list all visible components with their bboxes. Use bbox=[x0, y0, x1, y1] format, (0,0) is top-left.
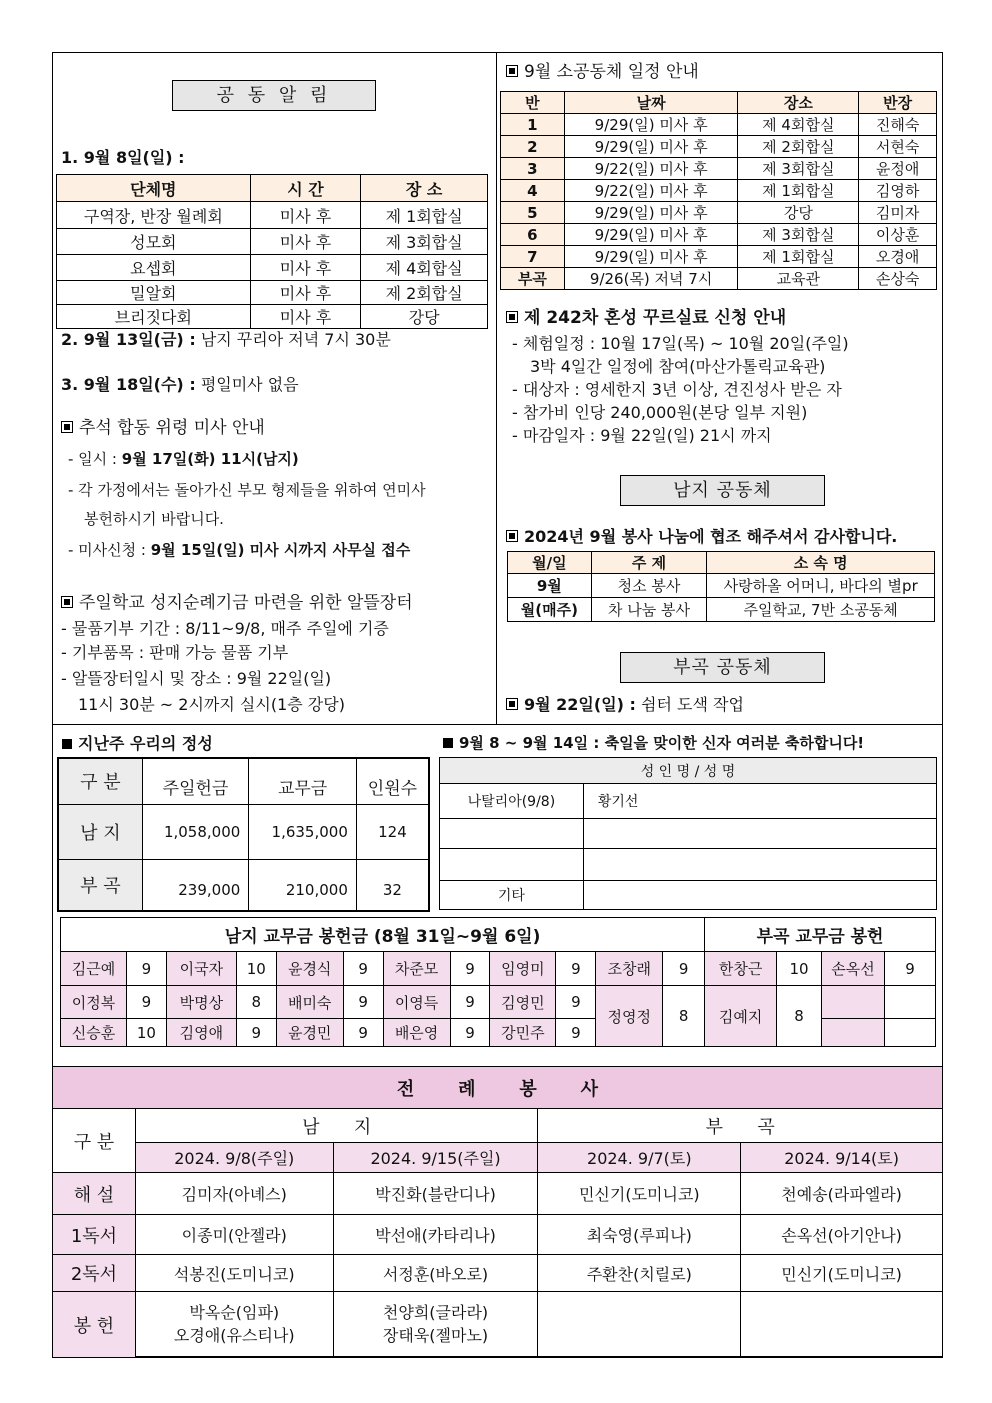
table-row bbox=[501, 136, 937, 158]
chuseok-line3: 봉헌하시기 바랍니다. bbox=[84, 510, 224, 528]
service-group: 주일학교, 7반 소공동체 bbox=[707, 598, 935, 622]
donor-count: 9 bbox=[343, 986, 383, 1019]
leader: 이상훈 bbox=[859, 224, 937, 246]
liturgy-person: 최숙영(루피나) bbox=[538, 1215, 741, 1255]
service-header: 월/일 bbox=[508, 552, 592, 574]
table-row bbox=[508, 598, 935, 622]
liturgy-role: 2독서 bbox=[53, 1255, 136, 1292]
leader: 김미자 bbox=[859, 202, 937, 224]
place: 강당 bbox=[738, 202, 859, 224]
service-table bbox=[507, 551, 935, 622]
donor-count: 9 bbox=[450, 1019, 490, 1047]
liturgy-person: 서정훈(바오로) bbox=[333, 1255, 538, 1292]
bugok-item-text: 쉼터 도색 작업 bbox=[641, 695, 744, 714]
chuseok-line1 bbox=[68, 450, 299, 468]
square-bullet-icon bbox=[506, 65, 518, 77]
offering-sunday: 239,000 bbox=[142, 859, 249, 911]
liturgy-person: 장태욱(젤마노) bbox=[382, 1325, 489, 1345]
donor-name: 박명상 bbox=[166, 986, 236, 1019]
liturgy-role: 1독서 bbox=[53, 1215, 136, 1255]
chuseok-title-text: 추석 합동 위령 미사 안내 bbox=[79, 418, 265, 438]
liturgy-namji: 남 지 bbox=[135, 1109, 538, 1143]
donor-count: 9 bbox=[450, 986, 490, 1019]
item1-heading: 1. 9월 8일(일) : bbox=[61, 148, 185, 167]
market-line: 11시 30분 ~ 2시까지 실시(1층 강당) bbox=[78, 695, 345, 714]
meeting-time: 미사 후 bbox=[250, 229, 361, 255]
table-row bbox=[58, 859, 429, 911]
donor-count: 9 bbox=[343, 952, 383, 986]
small-comm-table bbox=[500, 91, 937, 290]
feast-person bbox=[583, 819, 936, 849]
date: 9/29(일) 미사 후 bbox=[564, 114, 738, 136]
table-row bbox=[501, 158, 937, 180]
offering-header: 인원수 bbox=[356, 758, 429, 804]
dues-bugok-title: 부곡 교무금 봉헌 bbox=[705, 918, 936, 952]
leader: 손상숙 bbox=[859, 268, 937, 290]
feast-title-text: 축일을 맞이한 신자 여러분 축하합니다! bbox=[604, 734, 865, 752]
liturgy-person: 박옥순(임파) bbox=[189, 1303, 280, 1323]
table-row bbox=[57, 305, 488, 329]
donor-count: 10 bbox=[236, 952, 276, 986]
liturgy-person: 석봉진(도미니코) bbox=[135, 1255, 333, 1292]
offering-title bbox=[62, 734, 213, 753]
service-header: 소 속 명 bbox=[707, 552, 935, 574]
square-bullet-icon bbox=[506, 698, 518, 710]
date: 9/29(일) 미사 후 bbox=[564, 202, 738, 224]
meeting-place: 제 3회합실 bbox=[361, 229, 488, 255]
cursillo-title bbox=[506, 308, 786, 328]
liturgy-person: 이종미(안젤라) bbox=[135, 1215, 333, 1255]
place: 제 2회합실 bbox=[738, 136, 859, 158]
donor-count: 8 bbox=[777, 986, 822, 1047]
chuseok-apply-value: 9월 15일(일) 미사 시까지 사무실 접수 bbox=[150, 541, 411, 559]
meeting-place: 강당 bbox=[361, 305, 488, 329]
donor-name: 손옥선 bbox=[822, 952, 885, 986]
market-line: - 기부품목 : 판매 가능 물품 기부 bbox=[61, 643, 289, 662]
liturgy-person: 오경애(유스티나) bbox=[173, 1325, 295, 1345]
leader: 진해숙 bbox=[859, 114, 937, 136]
cursillo-title-text: 제 242차 혼성 꾸르실료 신청 안내 bbox=[524, 308, 787, 328]
offering-header: 구 분 bbox=[58, 758, 142, 804]
donor-name: 한창근 bbox=[705, 952, 777, 986]
donor-count: 10 bbox=[777, 952, 822, 986]
feast-header: 성 인 명 / 성 명 bbox=[440, 758, 937, 784]
liturgy-person: 천예송(라파엘라) bbox=[741, 1173, 943, 1215]
service-month: 월(매주) bbox=[508, 598, 592, 622]
section-divider bbox=[52, 724, 943, 725]
meeting-place: 제 2회합실 bbox=[361, 281, 488, 305]
feast-saint: 기타 bbox=[440, 881, 584, 910]
table-row bbox=[508, 574, 935, 598]
small-comm-header: 반 bbox=[501, 92, 565, 114]
leader: 김영하 bbox=[859, 180, 937, 202]
table-row bbox=[53, 1173, 943, 1215]
service-topic: 청소 봉사 bbox=[591, 574, 707, 598]
offering-label: 남 지 bbox=[58, 804, 142, 859]
item2-label: 2. 9월 13일(금) : bbox=[61, 330, 196, 349]
small-comm-title bbox=[506, 62, 699, 82]
meeting-time: 미사 후 bbox=[250, 305, 361, 329]
feast-person: 황기선 bbox=[583, 784, 936, 819]
liturgy-person bbox=[741, 1292, 943, 1358]
leader: 서현숙 bbox=[859, 136, 937, 158]
liturgy-role: 해 설 bbox=[53, 1173, 136, 1215]
date: 9/26(목) 저녁 7시 bbox=[564, 268, 738, 290]
market-line: - 물품기부 기간 : 8/11~9/8, 매주 주일에 기증 bbox=[61, 619, 389, 638]
service-group: 사랑하올 어머니, 바다의 별pr bbox=[707, 574, 935, 598]
item3 bbox=[61, 375, 299, 394]
donor-count: 10 bbox=[126, 1019, 166, 1047]
table-row bbox=[501, 114, 937, 136]
donor-count bbox=[884, 1019, 935, 1047]
place: 교육관 bbox=[738, 268, 859, 290]
liturgy-person bbox=[538, 1292, 741, 1358]
table-row bbox=[53, 1255, 943, 1292]
bugok-item-label: 9월 22일(일) : bbox=[524, 695, 636, 714]
liturgy-date: 2024. 9/7(토) bbox=[538, 1143, 741, 1173]
item2-text: 남지 꾸리아 저녁 7시 30분 bbox=[200, 330, 391, 349]
table-row bbox=[57, 281, 488, 305]
cursillo-line: - 체험일정 : 10월 17일(목) ~ 10월 20일(주일) bbox=[512, 334, 849, 353]
donor-count: 9 bbox=[126, 952, 166, 986]
table-row bbox=[501, 202, 937, 224]
feast-person bbox=[583, 881, 936, 910]
small-comm-header: 날짜 bbox=[564, 92, 738, 114]
meetings-table bbox=[56, 174, 488, 329]
meeting-group: 성모회 bbox=[57, 229, 251, 255]
liturgy-person: 박선애(카타리나) bbox=[333, 1215, 538, 1255]
offering-header: 주일헌금 bbox=[142, 758, 249, 804]
date: 9/22(일) 미사 후 bbox=[564, 180, 738, 202]
notice-title: 공 동 알 림 bbox=[172, 80, 376, 111]
market-title-text: 주일학교 성지순례기금 마련을 위한 알뜰장터 bbox=[79, 593, 413, 613]
offering-count: 124 bbox=[356, 804, 429, 859]
liturgy-date: 2024. 9/15(주일) bbox=[333, 1143, 538, 1173]
liturgy-person: 박진화(블란디나) bbox=[333, 1173, 538, 1215]
donor-count: 8 bbox=[663, 986, 705, 1047]
leader: 윤정애 bbox=[859, 158, 937, 180]
offering-dues: 1,635,000 bbox=[249, 804, 357, 859]
offering-dues: 210,000 bbox=[249, 859, 357, 911]
place: 제 4회합실 bbox=[738, 114, 859, 136]
donor-name: 신승훈 bbox=[61, 1019, 127, 1047]
meetings-header: 장 소 bbox=[361, 175, 488, 202]
small-comm-header: 반장 bbox=[859, 92, 937, 114]
feast-person bbox=[583, 849, 936, 881]
small-comm-header: 장소 bbox=[738, 92, 859, 114]
dues-namji-title: 남지 교무금 봉헌금 (8월 31일~9월 6일) bbox=[61, 918, 705, 952]
meetings-header: 단체명 bbox=[57, 175, 251, 202]
square-bullet-icon bbox=[506, 311, 518, 323]
market-line: - 알뜰장터일시 및 장소 : 9월 22일(일) bbox=[61, 669, 332, 688]
cursillo-line: - 대상자 : 영세한지 3년 이상, 견진성사 받은 자 bbox=[512, 380, 842, 399]
place: 제 3회합실 bbox=[738, 224, 859, 246]
cursillo-line: - 참가비 인당 240,000원(본당 일부 지원) bbox=[512, 403, 808, 422]
donor-name: 이정복 bbox=[61, 986, 127, 1019]
chuseok-title bbox=[61, 418, 265, 438]
table-row bbox=[61, 986, 936, 1019]
table-row bbox=[440, 881, 937, 910]
item2 bbox=[61, 330, 391, 349]
table-row bbox=[53, 1292, 943, 1358]
feast-saint: 나탈리아(9/8) bbox=[440, 784, 584, 819]
square-bullet-icon bbox=[506, 530, 518, 542]
date: 9/22(일) 미사 후 bbox=[564, 158, 738, 180]
cursillo-line: 3박 4일간 일정에 참여(마산가톨릭교육관) bbox=[530, 357, 826, 376]
liturgy-col-label: 구 분 bbox=[53, 1109, 136, 1173]
meeting-time: 미사 후 bbox=[250, 202, 361, 229]
donor-count: 9 bbox=[126, 986, 166, 1019]
group-number: 2 bbox=[501, 136, 565, 158]
group-number: 5 bbox=[501, 202, 565, 224]
donor-count: 9 bbox=[236, 1019, 276, 1047]
table-row bbox=[57, 229, 488, 255]
meeting-group: 브리짓다회 bbox=[57, 305, 251, 329]
column-divider bbox=[496, 52, 497, 725]
liturgy-role: 봉 헌 bbox=[53, 1292, 136, 1358]
meeting-time: 미사 후 bbox=[250, 281, 361, 305]
chuseok-date-label: - 일시 : bbox=[68, 450, 117, 468]
liturgy-person: 민신기(도미니코) bbox=[741, 1255, 943, 1292]
small-comm-title-text: 9월 소공동체 일정 안내 bbox=[524, 62, 699, 82]
offering-label: 부 곡 bbox=[58, 859, 142, 911]
feast-table bbox=[439, 757, 937, 910]
donor-name: 강민주 bbox=[490, 1019, 556, 1047]
square-bullet-icon bbox=[61, 596, 73, 608]
namji-title: 남지 공동체 bbox=[620, 475, 825, 506]
donor-name: 정영정 bbox=[596, 986, 663, 1047]
liturgy-date: 2024. 9/14(토) bbox=[741, 1143, 943, 1173]
donor-name: 김예지 bbox=[705, 986, 777, 1047]
market-title bbox=[61, 593, 413, 613]
offering-table bbox=[57, 757, 430, 912]
offering-sunday: 1,058,000 bbox=[142, 804, 249, 859]
group-number: 4 bbox=[501, 180, 565, 202]
group-number: 부곡 bbox=[501, 268, 565, 290]
date: 9/29(일) 미사 후 bbox=[564, 224, 738, 246]
donor-name: 배미숙 bbox=[276, 986, 343, 1019]
table-row bbox=[440, 819, 937, 849]
liturgy-person: 손옥선(아기안나) bbox=[741, 1215, 943, 1255]
feast-title bbox=[443, 734, 864, 752]
liturgy-person: 천양희(글라라) bbox=[382, 1303, 489, 1323]
feast-title-label: 9월 8 ~ 9월 14일 : bbox=[459, 734, 600, 752]
square-bullet-icon bbox=[443, 738, 453, 748]
chuseok-date-value: 9월 17일(화) 11시(남지) bbox=[121, 450, 299, 468]
table-row bbox=[53, 1215, 943, 1255]
offering-count: 32 bbox=[356, 859, 429, 911]
donor-name: 윤경민 bbox=[276, 1019, 343, 1047]
table-row bbox=[61, 952, 936, 986]
chuseok-apply-label: - 미사신청 : bbox=[68, 541, 146, 559]
group-number: 1 bbox=[501, 114, 565, 136]
donor-name: 차준모 bbox=[383, 952, 450, 986]
donor-count: 9 bbox=[556, 1019, 596, 1047]
donor-name: 이국자 bbox=[166, 952, 236, 986]
date: 9/29(일) 미사 후 bbox=[564, 136, 738, 158]
service-header: 주 제 bbox=[591, 552, 707, 574]
table-row bbox=[57, 202, 488, 229]
place: 제 1회합실 bbox=[738, 246, 859, 268]
donor-name bbox=[822, 986, 885, 1019]
table-row bbox=[440, 849, 937, 881]
place: 제 1회합실 bbox=[738, 180, 859, 202]
service-title bbox=[506, 527, 897, 546]
donor-count: 9 bbox=[663, 952, 705, 986]
liturgy-person: 주환찬(치릴로) bbox=[538, 1255, 741, 1292]
donor-name: 배은영 bbox=[383, 1019, 450, 1047]
service-month: 9월 bbox=[508, 574, 592, 598]
donor-count: 9 bbox=[884, 952, 935, 986]
table-row bbox=[501, 224, 937, 246]
donor-count: 9 bbox=[556, 986, 596, 1019]
square-bullet-icon bbox=[62, 739, 72, 749]
meeting-group: 요셉회 bbox=[57, 255, 251, 281]
group-number: 6 bbox=[501, 224, 565, 246]
chuseok-line2: - 각 가정에서는 돌아가신 부모 형제들을 위하여 연미사 bbox=[68, 481, 426, 499]
table-row bbox=[57, 255, 488, 281]
donor-name: 임영미 bbox=[490, 952, 556, 986]
square-bullet-icon bbox=[61, 421, 73, 433]
date: 9/29(일) 미사 후 bbox=[564, 246, 738, 268]
liturgy-date: 2024. 9/8(주일) bbox=[135, 1143, 333, 1173]
offering-title-text: 지난주 우리의 정성 bbox=[78, 734, 213, 753]
liturgy-title: 전 례 봉 사 bbox=[53, 1067, 943, 1109]
donor-name: 김영애 bbox=[166, 1019, 236, 1047]
feast-saint bbox=[440, 819, 584, 849]
feast-saint bbox=[440, 849, 584, 881]
meeting-time: 미사 후 bbox=[250, 255, 361, 281]
place: 제 3회합실 bbox=[738, 158, 859, 180]
liturgy-table bbox=[52, 1066, 943, 1358]
liturgy-bugok: 부 곡 bbox=[538, 1109, 943, 1143]
group-number: 7 bbox=[501, 246, 565, 268]
donor-count: 9 bbox=[556, 952, 596, 986]
liturgy-person: 김미자(아녜스) bbox=[135, 1173, 333, 1215]
item3-text: 평일미사 없음 bbox=[200, 375, 299, 394]
offering-header: 교무금 bbox=[249, 758, 357, 804]
donor-name: 조창래 bbox=[596, 952, 663, 986]
leader: 오경애 bbox=[859, 246, 937, 268]
bugok-item bbox=[506, 695, 744, 714]
meeting-group: 밀알회 bbox=[57, 281, 251, 305]
table-row bbox=[501, 246, 937, 268]
donor-count bbox=[884, 986, 935, 1019]
service-title-text: 2024년 9월 봉사 나눔에 협조 해주셔서 감사합니다. bbox=[524, 527, 898, 546]
donor-name bbox=[822, 1019, 885, 1047]
donor-name: 김근예 bbox=[61, 952, 127, 986]
table-row bbox=[501, 180, 937, 202]
group-number: 3 bbox=[501, 158, 565, 180]
donor-name: 김영민 bbox=[490, 986, 556, 1019]
meeting-place: 제 1회합실 bbox=[361, 202, 488, 229]
donor-name: 윤경식 bbox=[276, 952, 343, 986]
meeting-group: 구역장, 반장 월례회 bbox=[57, 202, 251, 229]
meeting-place: 제 4회합실 bbox=[361, 255, 488, 281]
donor-count: 9 bbox=[450, 952, 490, 986]
table-row bbox=[440, 784, 937, 819]
donor-name: 이영득 bbox=[383, 986, 450, 1019]
table-row bbox=[58, 804, 429, 859]
cursillo-line: - 마감일자 : 9월 22일(일) 21시 까지 bbox=[512, 426, 772, 445]
bugok-title: 부곡 공동체 bbox=[620, 652, 825, 683]
donor-count: 9 bbox=[343, 1019, 383, 1047]
meetings-header: 시 간 bbox=[250, 175, 361, 202]
table-row bbox=[501, 268, 937, 290]
chuseok-line4 bbox=[68, 541, 410, 559]
donor-count: 8 bbox=[236, 986, 276, 1019]
item3-label: 3. 9월 18일(수) : bbox=[61, 375, 196, 394]
liturgy-person: 민신기(도미니코) bbox=[538, 1173, 741, 1215]
service-topic: 차 나눔 봉사 bbox=[591, 598, 707, 622]
dues-table bbox=[60, 917, 936, 1047]
